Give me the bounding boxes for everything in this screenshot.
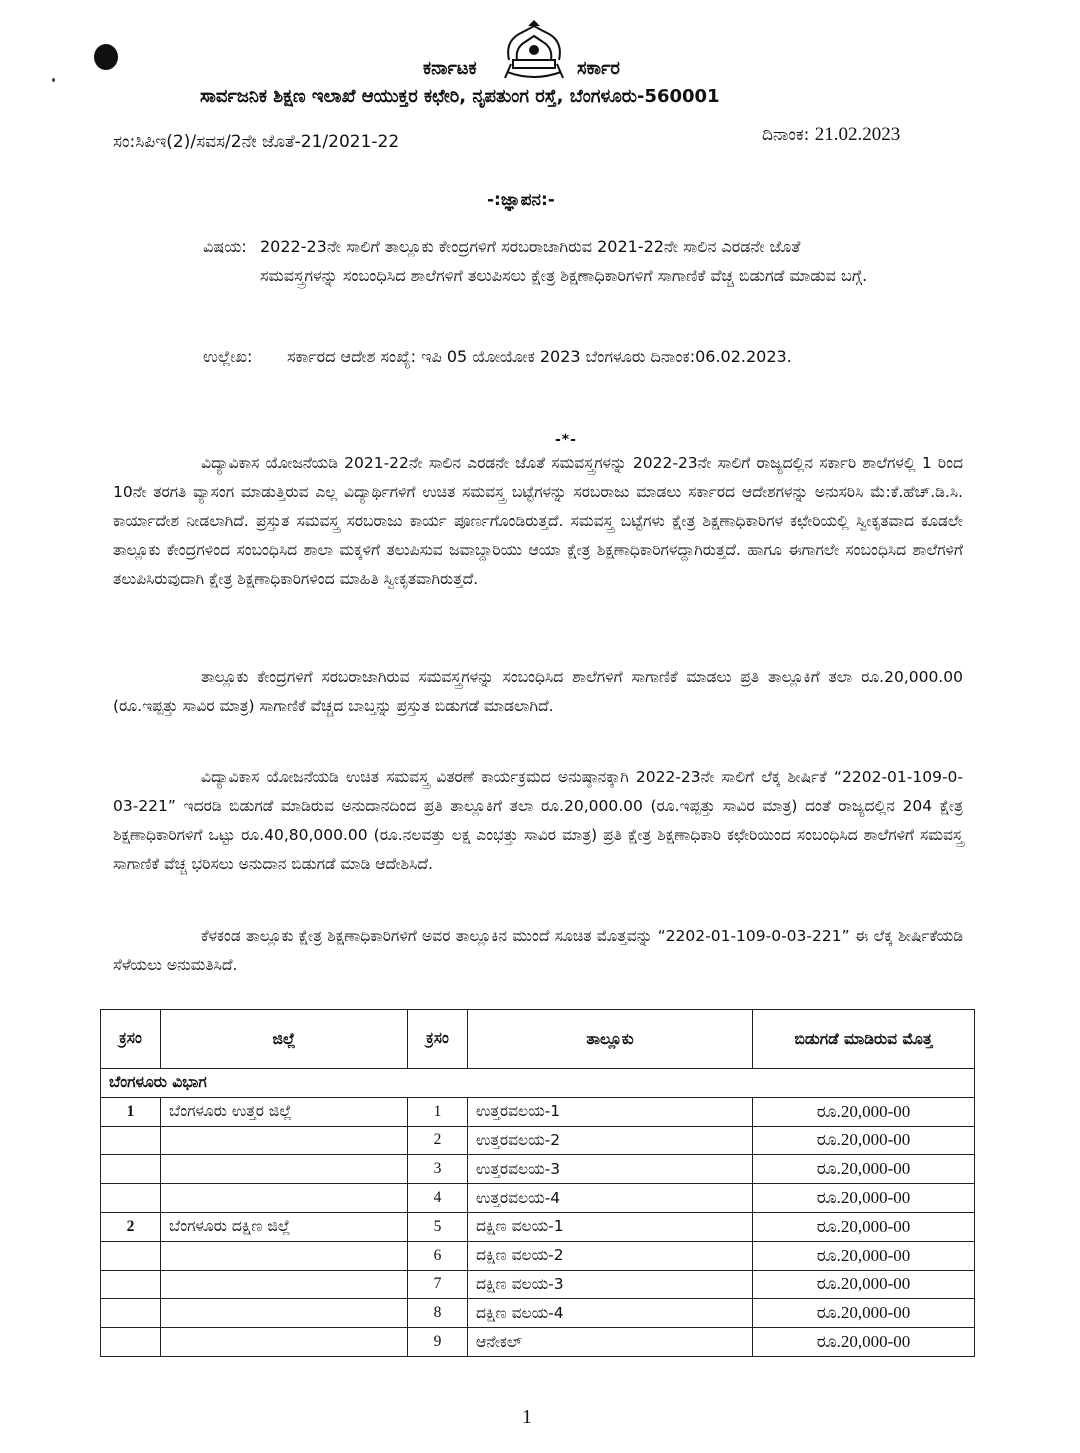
body-paragraph: ತಾಲ್ಲೂಕು ಕೇಂದ್ರಗಳಿಗೆ ಸರಬರಾಜಾಗಿರುವ ಸಮವಸ್ತ್ರಗಳನ್ನು ಸಂಬಂಧಿಸಿದ ಶಾಲೆಗಳಿಗೆ ಸಾಗಾಣಿಕೆ ಮಾಡಲು ಪ್ರತಿ ತಾಲ್ಲೂಕಿಗೆ ತಲಾ ರೂ.20,000.00 (ರೂ.ಇಪ್ಪತ್ತು ಸಾವಿರ ಮಾತ್ರ) ಸಾಗಾಣಿಕೆ ವೆಚ್ಚದ ಬಾಬ್ತನ್ನು ಪ್ರಸ್ತುತ ಬಿಡುಗಡೆ ಮಾಡಲಾಗಿದೆ.: [113, 668, 963, 715]
memo-title: -:ಜ್ಞಾಪನ:-: [487, 190, 555, 210]
cell-district: [161, 1328, 408, 1357]
punch-hole: [94, 44, 118, 70]
cell-district: [161, 1126, 408, 1155]
cell-district-no: [101, 1126, 161, 1155]
cell-serial: 5: [408, 1212, 468, 1241]
cell-amount: ರೂ.20,000-00: [753, 1328, 975, 1357]
cell-serial: 8: [408, 1299, 468, 1328]
cell-taluk: ದಕ್ಷಿಣ ವಲಯ-3: [468, 1270, 753, 1299]
header-amount: ಬಿಡುಗಡೆ ಮಾಡಿರುವ ಮೊತ್ತ: [753, 1010, 975, 1069]
cell-amount: ರೂ.20,000-00: [753, 1299, 975, 1328]
date-value: 21.02.2023: [814, 124, 901, 145]
cell-taluk: ಉತ್ತರವಲಯ-2: [468, 1126, 753, 1155]
table-row: [101, 1184, 975, 1213]
cell-district-no: [101, 1155, 161, 1184]
cell-serial: 3: [408, 1155, 468, 1184]
body-paragraph: ವಿದ್ಯಾವಿಕಾಸ ಯೋಜನೆಯಡಿ 2021-22ನೇ ಸಾಲಿನ ಎರಡನೇ ಜೊತೆ ಸಮವಸ್ತ್ರಗಳನ್ನು 2022-23ನೇ ಸಾಲಿಗೆ ರಾಜ್ಯದಲ್ಲಿನ ಸರ್ಕಾರಿ ಶಾಲೆಗಳಲ್ಲಿ 1 ರಿಂದ 10ನೇ ತರಗತಿ ವ್ಯಾಸಂಗ ಮಾಡುತ್ತಿರುವ ಎಲ್ಲ ವಿದ್ಯಾರ್ಥಿಗಳಿಗೆ ಉಚಿತ ಸಮವಸ್ತ್ರ ಬಟ್ಟೆಗಳನ್ನು ಸರಬರಾಜು ಮಾಡಲು ಸರ್ಕಾರದ ಆದೇಶಗಳನ್ನು ಅನುಸರಿಸಿ ಮೆ:ಕೆ.ಹೆಚ್.ಡಿ.ಸಿ. ಕಾರ್ಯಾದೇಶ ನೀಡಲಾಗಿದೆ. ಪ್ರಸ್ತುತ ಸಮವಸ್ತ್ರ ಸರಬರಾಜು ಕಾರ್ಯ ಪೂರ್ಣಗೊಂಡಿರುತ್ತದೆ. ಸಮವಸ್ತ್ರ ಬಟ್ಟೆಗಳು ಕ್ಷೇತ್ರ ಶಿಕ್ಷಣಾಧಿಕಾರಿಗಳ ಕಛೇರಿಯಲ್ಲಿ ಸ್ವೀಕೃತವಾದ ಕೂಡಲೇ ತಾಲ್ಲೂಕು ಕೇಂದ್ರಗಳಿಂದ ಸಂಬಂಧಿಸಿದ ಶಾಲಾ ಮಕ್ಕಳಿಗೆ ತಲುಪಿಸುವ ಜವಾಬ್ದಾರಿಯು ಆಯಾ ಕ್ಷೇತ್ರ ಶಿಕ್ಷಣಾಧಿಕಾರಿಗಳದ್ದಾಗಿರುತ್ತದೆ. ಹಾಗೂ ಈಗಾಗಲೇ ಸಂಬಂಧಿಸಿದ ಶಾಲೆಗಳಿಗೆ ತಲುಪಿಸಿರುವುದಾಗಿ ಕ್ಷೇತ್ರ ಶಿಕ್ಷಣಾಧಿಕಾರಿಗಳಿಂದ ಮಾಹಿತಿ ಸ್ವೀಕೃತವಾಗಿರುತ್ತದೆ.: [113, 454, 963, 588]
cell-serial: 2: [408, 1126, 468, 1155]
cell-serial: 9: [408, 1328, 468, 1357]
cell-district: ಬೆಂಗಳೂರು ದಕ್ಷಿಣ ಜಿಲ್ಲೆ: [161, 1212, 408, 1241]
state-emblem-icon: [499, 20, 569, 86]
cell-serial: 1: [408, 1097, 468, 1126]
table-row: [101, 1328, 975, 1357]
cell-district-no: 2: [101, 1212, 161, 1241]
cell-district-no: [101, 1184, 161, 1213]
body-paragraph: ವಿದ್ಯಾವಿಕಾಸ ಯೋಜನೆಯಡಿ ಉಚಿತ ಸಮವಸ್ತ್ರ ವಿತರಣೆ ಕಾರ್ಯಕ್ರಮದ ಅನುಷ್ಠಾನಕ್ಕಾಗಿ 2022-23ನೇ ಸಾಲಿಗೆ ಲೆಕ್ಕ ಶೀರ್ಷಿಕೆ “2202-01-109-0-03-221” ಇದರಡಿ ಬಿಡುಗಡೆ ಮಾಡಿರುವ ಅನುದಾನದಿಂದ ಪ್ರತಿ ತಾಲ್ಲೂಕಿಗೆ ತಲಾ ರೂ.20,000.00 (ರೂ.ಇಪ್ಪತ್ತು ಸಾವಿರ ಮಾತ್ರ) ದಂತೆ ರಾಜ್ಯದಲ್ಲಿನ 204 ಕ್ಷೇತ್ರ ಶಿಕ್ಷಣಾಧಿಕಾರಿಗಳಿಗೆ ಒಟ್ಟು ರೂ.40,80,000.00 (ರೂ.ನಲವತ್ತು ಲಕ್ಷ ಎಂಭತ್ತು ಸಾವಿರ ಮಾತ್ರ) ಪ್ರತಿ ಕ್ಷೇತ್ರ ಶಿಕ್ಷಣಾಧಿಕಾರಿ ಕಛೇರಿಯಿಂದ ಸಂಬಂಧಿಸಿದ ಶಾಲೆಗಳಿಗೆ ಸಮವಸ್ತ್ರ ಸಾಗಾಣಿಕೆ ವೆಚ್ಚ ಭರಿಸಲು ಅನುದಾನ ಬಿಡುಗಡೆ ಮಾಡಿ ಆದೇಶಿಸಿದೆ.: [113, 768, 963, 873]
cell-taluk: ದಕ್ಷಿಣ ವಲಯ-4: [468, 1299, 753, 1328]
cell-taluk: ಉತ್ತರವಲಯ-3: [468, 1155, 753, 1184]
cell-serial: 6: [408, 1241, 468, 1270]
reference-block: [203, 342, 853, 371]
table-row: [101, 1212, 975, 1241]
cell-taluk: ದಕ್ಷಿಣ ವಲಯ-1: [468, 1212, 753, 1241]
cell-amount: ರೂ.20,000-00: [753, 1270, 975, 1299]
cell-district: [161, 1299, 408, 1328]
release-table: [100, 1009, 975, 1357]
table-row: [101, 1126, 975, 1155]
reference-text: ಸರ್ಕಾರದ ಆದೇಶ ಸಂಖ್ಯೆ: ಇಪಿ 05 ಯೋಯೋಕ 2023 ಬೆಂಗಳೂರು ದಿನಾಂಕ:06.02.2023.: [287, 347, 792, 366]
government-name-left: ಕರ್ನಾಟಕ: [423, 58, 477, 79]
subject-label: ವಿಷಯ:: [203, 237, 247, 256]
date-label: ದಿನಾಂಕ:: [762, 125, 810, 145]
date-block: [762, 124, 900, 146]
cell-taluk: ದಕ್ಷಿಣ ವಲಯ-2: [468, 1241, 753, 1270]
cell-serial: 7: [408, 1270, 468, 1299]
subject-text: 2022-23ನೇ ಸಾಲಿಗೆ ತಾಲ್ಲೂಕು ಕೇಂದ್ರಗಳಿಗೆ ಸರಬರಾಜಾಗಿರುವ 2021-22ನೇ ಸಾಲಿನ ಎರಡನೇ ಜೊತೆ ಸಮವಸ್ತ್ರಗಳನ್ನು ಸಂಬಂಧಿಸಿದ ಶಾಲೆಗಳಿಗೆ ತಲುಪಿಸಲು ಕ್ಷೇತ್ರ ಶಿಕ್ಷಣಾಧಿಕಾರಿಗಳಿಗೆ ಸಾಗಾಣಿಕೆ ವೆಚ್ಚ ಬಿಡುಗಡೆ ಮಾಡುವ ಬಗ್ಗೆ.: [260, 237, 868, 285]
cell-amount: ರೂ.20,000-00: [753, 1126, 975, 1155]
cell-district: [161, 1241, 408, 1270]
section-divider: -*-: [555, 432, 577, 448]
cell-amount: ರೂ.20,000-00: [753, 1241, 975, 1270]
scan-speck: [52, 78, 55, 82]
header-serial: ಕ್ರಸಂ: [101, 1010, 161, 1069]
cell-district: [161, 1155, 408, 1184]
cell-taluk: ಉತ್ತರವಲಯ-4: [468, 1184, 753, 1213]
table-row: [101, 1155, 975, 1184]
cell-district: ಬೆಂಗಳೂರು ಉತ್ತರ ಜಿಲ್ಲೆ: [161, 1097, 408, 1126]
cell-district-no: [101, 1299, 161, 1328]
cell-amount: ರೂ.20,000-00: [753, 1184, 975, 1213]
division-row: [101, 1069, 975, 1098]
header-taluk: ತಾಲ್ಲೂಕು: [468, 1010, 753, 1069]
cell-amount: ರೂ.20,000-00: [753, 1155, 975, 1184]
subject-block: [203, 232, 883, 290]
table-row: [101, 1299, 975, 1328]
cell-district: [161, 1270, 408, 1299]
cell-district-no: [101, 1328, 161, 1357]
header-district: ಜಿಲ್ಲೆ: [161, 1010, 408, 1069]
division-name: ಬೆಂಗಳೂರು ವಿಭಾಗ: [101, 1069, 975, 1098]
office-address: ಸಾರ್ವಜನಿಕ ಶಿಕ್ಷಣ ಇಲಾಖೆ ಆಯುಕ್ತರ ಕಛೇರಿ, ನೃಪತುಂಗ ರಸ್ತೆ, ಬೆಂಗಳೂರು-560001: [200, 86, 720, 107]
reference-label: ಉಲ್ಲೇಖ:: [203, 347, 253, 366]
table-header-row: [101, 1010, 975, 1069]
body-paragraph: ಕೆಳಕಂಡ ತಾಲ್ಲೂಕು ಕ್ಷೇತ್ರ ಶಿಕ್ಷಣಾಧಿಕಾರಿಗಳಿಗೆ ಅವರ ತಾಲ್ಲೂಕಿನ ಮುಂದೆ ಸೂಚಿತ ಮೊತ್ತವನ್ನು “2202-01-109-0-03-221” ಈ ಲೆಕ್ಕ ಶೀರ್ಷಿಕೆಯಡಿ ಸೆಳೆಯಲು ಅನುಮತಿಸಿದೆ.: [113, 927, 963, 974]
cell-taluk: ಉತ್ತರವಲಯ-1: [468, 1097, 753, 1126]
cell-district-no: 1: [101, 1097, 161, 1126]
government-name-right: ಸರ್ಕಾರ: [577, 58, 620, 79]
cell-taluk: ಆನೇಕಲ್: [468, 1328, 753, 1357]
cell-district-no: [101, 1241, 161, 1270]
cell-amount: ರೂ.20,000-00: [753, 1212, 975, 1241]
cell-district: [161, 1184, 408, 1213]
reference-number: ಸಂ:ಸಿಪಿಇ(2)/ಸವಸ/2ನೇ ಜೊತೆ-21/2021-22: [113, 132, 400, 152]
page-number: 1: [522, 1406, 532, 1428]
table-row: [101, 1241, 975, 1270]
cell-serial: 4: [408, 1184, 468, 1213]
table-row: [101, 1097, 975, 1126]
cell-amount: ರೂ.20,000-00: [753, 1097, 975, 1126]
header-serial-2: ಕ್ರಸಂ: [408, 1010, 468, 1069]
table-row: [101, 1270, 975, 1299]
cell-district-no: [101, 1270, 161, 1299]
